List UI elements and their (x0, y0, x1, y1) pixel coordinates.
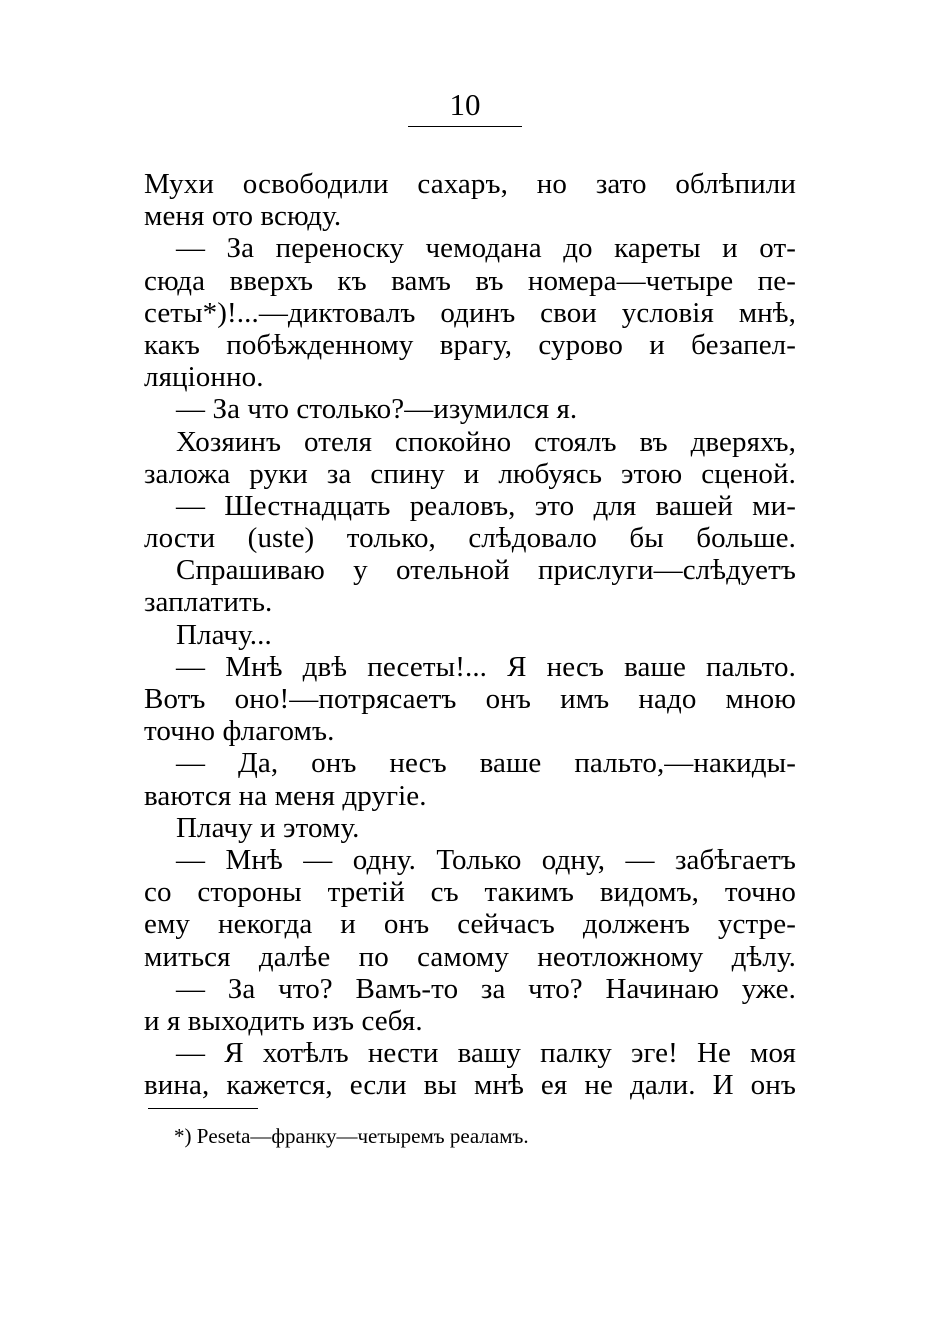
text-line: — Мнѣ — одну. Только одну, — забѣгаетъ (176, 843, 796, 876)
text-line: заплатить. (144, 586, 273, 619)
text-line: лости (uste) только, слѣдовало бы больше. (144, 522, 796, 555)
text-line: сюда вверхъ къ вамъ въ номера—четыре пе- (144, 264, 796, 297)
text-line: Мухи освободили сахаръ, но зато облѣпили (144, 168, 796, 200)
text-line: миться далѣе по самому неотложному дѣлу. (144, 940, 796, 973)
text-line: и я выходить изъ себя. (144, 1004, 423, 1037)
text-line: — Шестнадцать реаловъ, это для вашей ми- (176, 489, 796, 522)
text-line: ляціонно. (144, 361, 264, 394)
text-line: — Мнѣ двѣ песеты!... Я несъ ваше пальто. (176, 650, 796, 683)
text-line: Плачу и этому. (176, 811, 360, 844)
text-line: Плачу... (176, 618, 272, 651)
text-line: — За переноску чемодана до кареты и от- (176, 232, 796, 265)
footnote: *) Peseta—франку—четыремъ реаламъ. (174, 1124, 529, 1148)
text-line: — Да, онъ несъ ваше пальто,—накиды- (176, 747, 796, 780)
page-number: 10 (449, 87, 481, 122)
text-line: какъ побѣжденному врагу, сурово и безапел- (144, 328, 796, 361)
text-line: ему некогда и онъ сейчасъ долженъ устре- (144, 908, 796, 941)
text-line: сеты*)!...—диктовалъ одинъ свои условія мнѣ, (144, 296, 796, 329)
text-line: — Я хотѣлъ нести вашу палку эге! Не моя (176, 1037, 796, 1070)
text-line: Хозяинъ отеля спокойно стоялъ въ дверяхъ, (176, 425, 796, 458)
page-number-rule (408, 126, 522, 127)
text-line: — За что? Вамъ-то за что? Начинаю уже. (176, 972, 796, 1005)
text-line: вина, кажется, если вы мнѣ ея не дали. И онъ (144, 1069, 796, 1102)
body-text (144, 168, 796, 1101)
text-line: заложа руки за спину и любуясь этою сценой. (144, 457, 796, 490)
text-line: точно флагомъ. (144, 715, 335, 748)
text-line: — За что столько?—изумился я. (176, 393, 578, 426)
text-line: меня ото всюду. (144, 200, 342, 233)
text-line: ваются на меня другіе. (144, 779, 427, 812)
text-line: Вотъ оно!—потрясаетъ онъ имъ надо мною (144, 683, 796, 715)
text-line: со стороны третій съ такимъ видомъ, точно (144, 876, 796, 909)
text-line: Спрашиваю у отельной прислуги—слѣдуетъ (176, 554, 796, 587)
footnote-rule (148, 1108, 258, 1109)
